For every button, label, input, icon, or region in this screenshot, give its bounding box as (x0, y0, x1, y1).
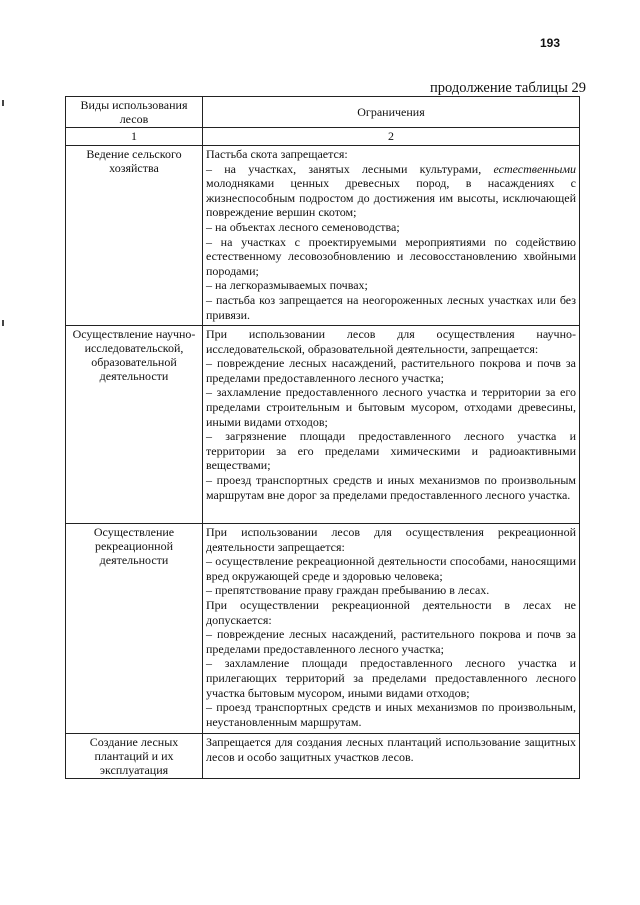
scan-margin-mark (2, 320, 4, 326)
header-restrictions: Ограничения (203, 97, 580, 128)
table-continuation-caption: продолжение таблицы 29 (430, 80, 586, 96)
row-agriculture-restrictions (203, 146, 580, 326)
restriction-line: При использовании лесов для осуществления научно-исследовательской, образовательной деятельности, запрещается: (206, 327, 576, 356)
page-number: 193 (540, 36, 561, 50)
header-forest-use-types: Виды использования лесов (66, 97, 203, 128)
row-plantations-restrictions (203, 734, 580, 779)
restriction-line: – осуществление рекреационной деятельности способами, наносящими вред окружающей среде и здоровью человека; (206, 554, 576, 583)
row-research-restrictions (203, 326, 580, 524)
restriction-line: – на участках, занятых лесными культурами, естественными молодняками ценных древесных пород, в насаждениях с жизнеспособным подростом до достижения им высоты, исключающей повреждение вершин скотом; (206, 161, 576, 220)
restriction-line: Пастьба скота запрещается: (206, 147, 348, 161)
restriction-line: – захламление предоставленного лесного участка и территории за его пределами строительным и бытовым мусором, отходами древесины, иными видами отходов; (206, 385, 576, 429)
restriction-line: – повреждение лесных насаждений, растительного покрова и почв за пределами предоставленного лесного участка; (206, 627, 576, 656)
row-agriculture-type: Ведение сельского хозяйства (66, 146, 203, 326)
table-row (66, 734, 580, 779)
row-plantations-type: Создание лесных плантаций и их эксплуатация (66, 734, 203, 779)
scan-margin-mark (2, 100, 4, 106)
column-number-2: 2 (203, 128, 580, 146)
restriction-line: – на объектах лесного семеноводства; (206, 219, 400, 234)
row-research-type: Осуществление научно-исследовательской, образовательной деятельности (66, 326, 203, 524)
restriction-line: При осуществлении рекреационной деятельности в лесах не допускается: (206, 597, 576, 627)
row-recreation-restrictions (203, 524, 580, 734)
restriction-line: – пастьба коз запрещается на неогороженных лесных участках или без привязи. (206, 292, 576, 322)
restriction-line: – повреждение лесных насаждений, растительного покрова и почв за пределами предоставленного лесного участка; (206, 356, 576, 385)
column-number-row (66, 128, 580, 146)
table-row (66, 146, 580, 326)
restriction-line: – на участках с проектируемыми мероприятиями по содействию естественному лесовозобновлению и лесовосстановлению хвойными породами; (206, 234, 576, 278)
restriction-line: – загрязнение площади предоставленного лесного участка и территории за его пределами химическими и радиоактивными веществами; (206, 429, 576, 473)
column-number-1: 1 (66, 128, 203, 146)
restriction-line: При использовании лесов для осуществления рекреационной деятельности запрещается: (206, 525, 576, 554)
restriction-line: – захламление площади предоставленного лесного участка и прилегающих территорий за пределами предоставленного лесного участка бытовым мусором, иными видами отходов; (206, 656, 576, 700)
restriction-line: – препятствование праву граждан пребыванию в лесах. (206, 583, 490, 598)
table-row (66, 326, 580, 524)
restrictions-table (65, 96, 580, 779)
table-row (66, 524, 580, 734)
restriction-line: Запрещается для создания лесных плантаций использование защитных лесов и особо защитных участков лесов. (206, 735, 576, 764)
restriction-line: – на легкоразмываемых почвах; (206, 278, 368, 293)
restriction-line: – проезд транспортных средств и иных механизмов по произвольным, неустановленным маршрутам. (206, 700, 576, 729)
table-header-row (66, 97, 580, 128)
row-recreation-type: Осуществление рекреационной деятельности (66, 524, 203, 734)
restriction-line: – проезд транспортных средств и иных механизмов по произвольным маршрутам вне дорог за пределами предоставленного лесного участка. (206, 472, 576, 502)
